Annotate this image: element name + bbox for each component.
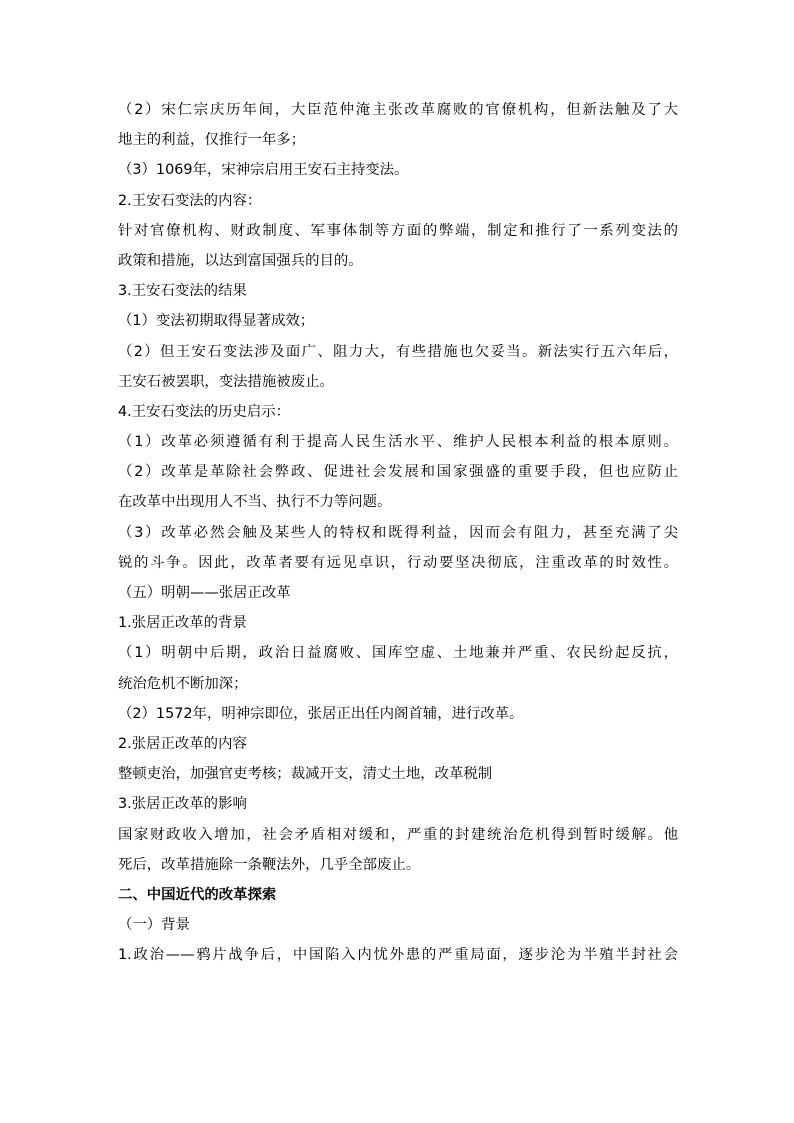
text-line: 4.王安石变法的历史启示：: [118, 403, 291, 420]
section-heading: 二、中国近代的改革探索: [118, 886, 277, 903]
text-line: 统治危机不断加深；: [118, 675, 248, 692]
text-line: 王安石被罢职，变法措施被废止。: [118, 373, 334, 390]
text-line: （2）1572年，明神宗即位，张居正出任内阁首辅，进行改革。: [118, 705, 524, 722]
text-line: 1.张居正改革的背景: [118, 615, 247, 632]
text-line: （3）改革必然会触及某些人的特权和既得利益，因而会有阻力，甚至充满了尖: [118, 524, 678, 541]
text-line: 锐的斗争。因此，改革者要有远见卓识，行动要坚决彻底，注重改革的时效性。: [118, 554, 678, 571]
text-line: 2.王安石变法的内容：: [118, 192, 262, 209]
text-line: 3.王安石变法的结果: [118, 283, 247, 300]
text-line: 针对官僚机构、财政制度、军事体制等方面的弊端，制定和推行了一系列变法的: [118, 222, 678, 239]
text-line: 在改革中出现用人不当、执行不力等问题。: [118, 494, 392, 511]
text-line: （五）明朝——张居正改革: [118, 585, 291, 601]
text-line: 地主的利益，仅推行一年多；: [118, 132, 306, 149]
text-line: 1.政治——鸦片战争后，中国陷入内忧外患的严重局面，逐步沦为半殖半封社会: [118, 947, 678, 964]
text-line: （一）背景: [118, 917, 190, 934]
document-body: [118, 95, 678, 970]
text-line: （1）改革必须遵循有利于提高人民生活水平、维护人民根本利益的根本原则。: [118, 434, 678, 451]
text-line: （1）明朝中后期，政治日益腐败、国库空虚、土地兼并严重、农民纷起反抗，: [118, 645, 678, 662]
text-line: （2）宋仁宗庆历年间，大臣范仲淹主张改革腐败的官僚机构，但新法触及了大: [118, 102, 678, 118]
text-line: 3.张居正改革的影响: [118, 796, 247, 813]
text-line: （1）变法初期取得显著成效；: [118, 313, 315, 330]
text-line: （3）1069年，宋神宗启用王安石主持变法。: [118, 162, 409, 179]
text-line: 政策和措施，以达到富国强兵的目的。: [118, 252, 363, 269]
text-line: 2.张居正改革的内容: [118, 735, 247, 752]
text-line: 死后，改革措施除一条鞭法外，几乎全部废止。: [118, 856, 421, 873]
text-line: 整顿吏治，加强官吏考核；裁减开支，清丈土地，改革税制: [118, 766, 493, 783]
text-line: 国家财政收入增加，社会矛盾相对缓和，严重的封建统治危机得到暂时缓解。他: [118, 826, 678, 843]
text-line: （2）但王安石变法涉及面广、阻力大，有些措施也欠妥当。新法实行五六年后，: [118, 343, 678, 360]
text-line: （2）改革是革除社会弊政、促进社会发展和国家强盛的重要手段，但也应防止: [118, 464, 678, 481]
